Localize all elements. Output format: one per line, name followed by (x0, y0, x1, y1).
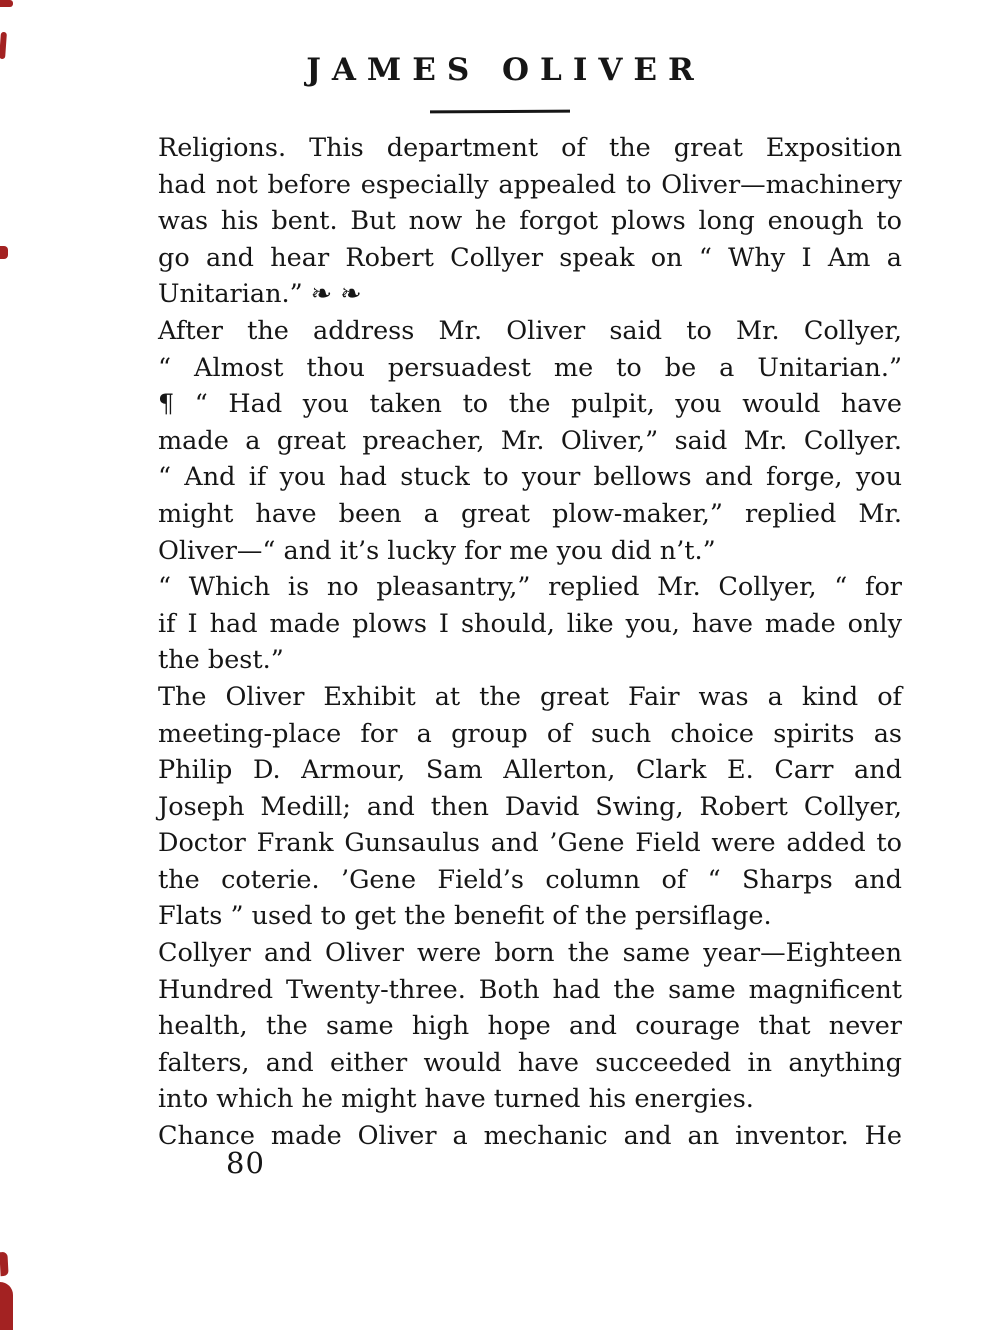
text-line: was his bent. But now he forgot plows long enough to (158, 206, 902, 237)
text-line: the best.” (158, 645, 284, 676)
red-edge-mark (0, 1282, 13, 1330)
text-line: After the address Mr. Oliver said to Mr. Collyer, (158, 315, 902, 346)
text-line: Religions. This department of the great Exposition (158, 133, 902, 163)
text-line: The Oliver Exhibit at the great Fair was a kind of (158, 681, 902, 712)
text-line: had not before especially appealed to Oliver—machinery (158, 169, 902, 200)
text-line: health, the same high hope and courage that never (158, 1011, 902, 1042)
text-line: Hundred Twenty-three. Both had the same magnificent (158, 974, 902, 1005)
text-line: falters, and either would have succeeded in anything (158, 1047, 902, 1078)
text-line: Chance made Oliver a mechanic and an inventor. He (158, 1121, 902, 1152)
text-line: Philip D. Armour, Sam Allerton, Clark E. Carr and (158, 755, 902, 786)
text-line: meeting-place for a group of such choice spirits as (158, 718, 902, 749)
text-line: Oliver—“ and it’s lucky for me you did n’t.” (158, 535, 716, 566)
text-line: Flats ” used to get the benefit of the persiflage. (158, 901, 772, 932)
red-edge-mark (0, 246, 8, 259)
text-line: Doctor Frank Gunsaulus and ’Gene Field were added to (158, 828, 902, 859)
text-line: Collyer and Oliver were born the same year—Eighteen (158, 938, 902, 969)
text-line: Unitarian.” ❧ ❧ (158, 279, 362, 310)
text-line: “ Which is no pleasantry,” replied Mr. Collyer, “ for (158, 572, 902, 603)
text-line: if I had made plows I should, like you, have made only (158, 608, 902, 639)
text-line: might have been a great plow-maker,” replied Mr. (158, 498, 902, 529)
text-line: ¶ “ Had you taken to the pulpit, you would have (158, 389, 902, 420)
page-number: 80 (226, 1146, 265, 1180)
title-divider-rule (430, 110, 570, 114)
text-line: the coterie. ’Gene Field’s column of “ Sharps and (158, 864, 902, 895)
body-text (158, 130, 902, 1155)
text-line: go and hear Robert Collyer speak on “ Why I Am a (158, 242, 902, 273)
text-line: into which he might have turned his energies. (158, 1084, 754, 1115)
text-line: “ And if you had stuck to your bellows and forge, you (158, 462, 902, 493)
text-line: Joseph Medill; and then David Swing, Robert Collyer, (158, 791, 902, 822)
page-title: JAMES OLIVER (306, 52, 705, 88)
red-edge-mark (0, 0, 13, 7)
text-line: “ Almost thou persuadest me to be a Unitarian.” (158, 352, 902, 383)
red-edge-mark (0, 1252, 9, 1276)
text-line: made a great preacher, Mr. Oliver,” said Mr. Collyer. (158, 425, 902, 456)
